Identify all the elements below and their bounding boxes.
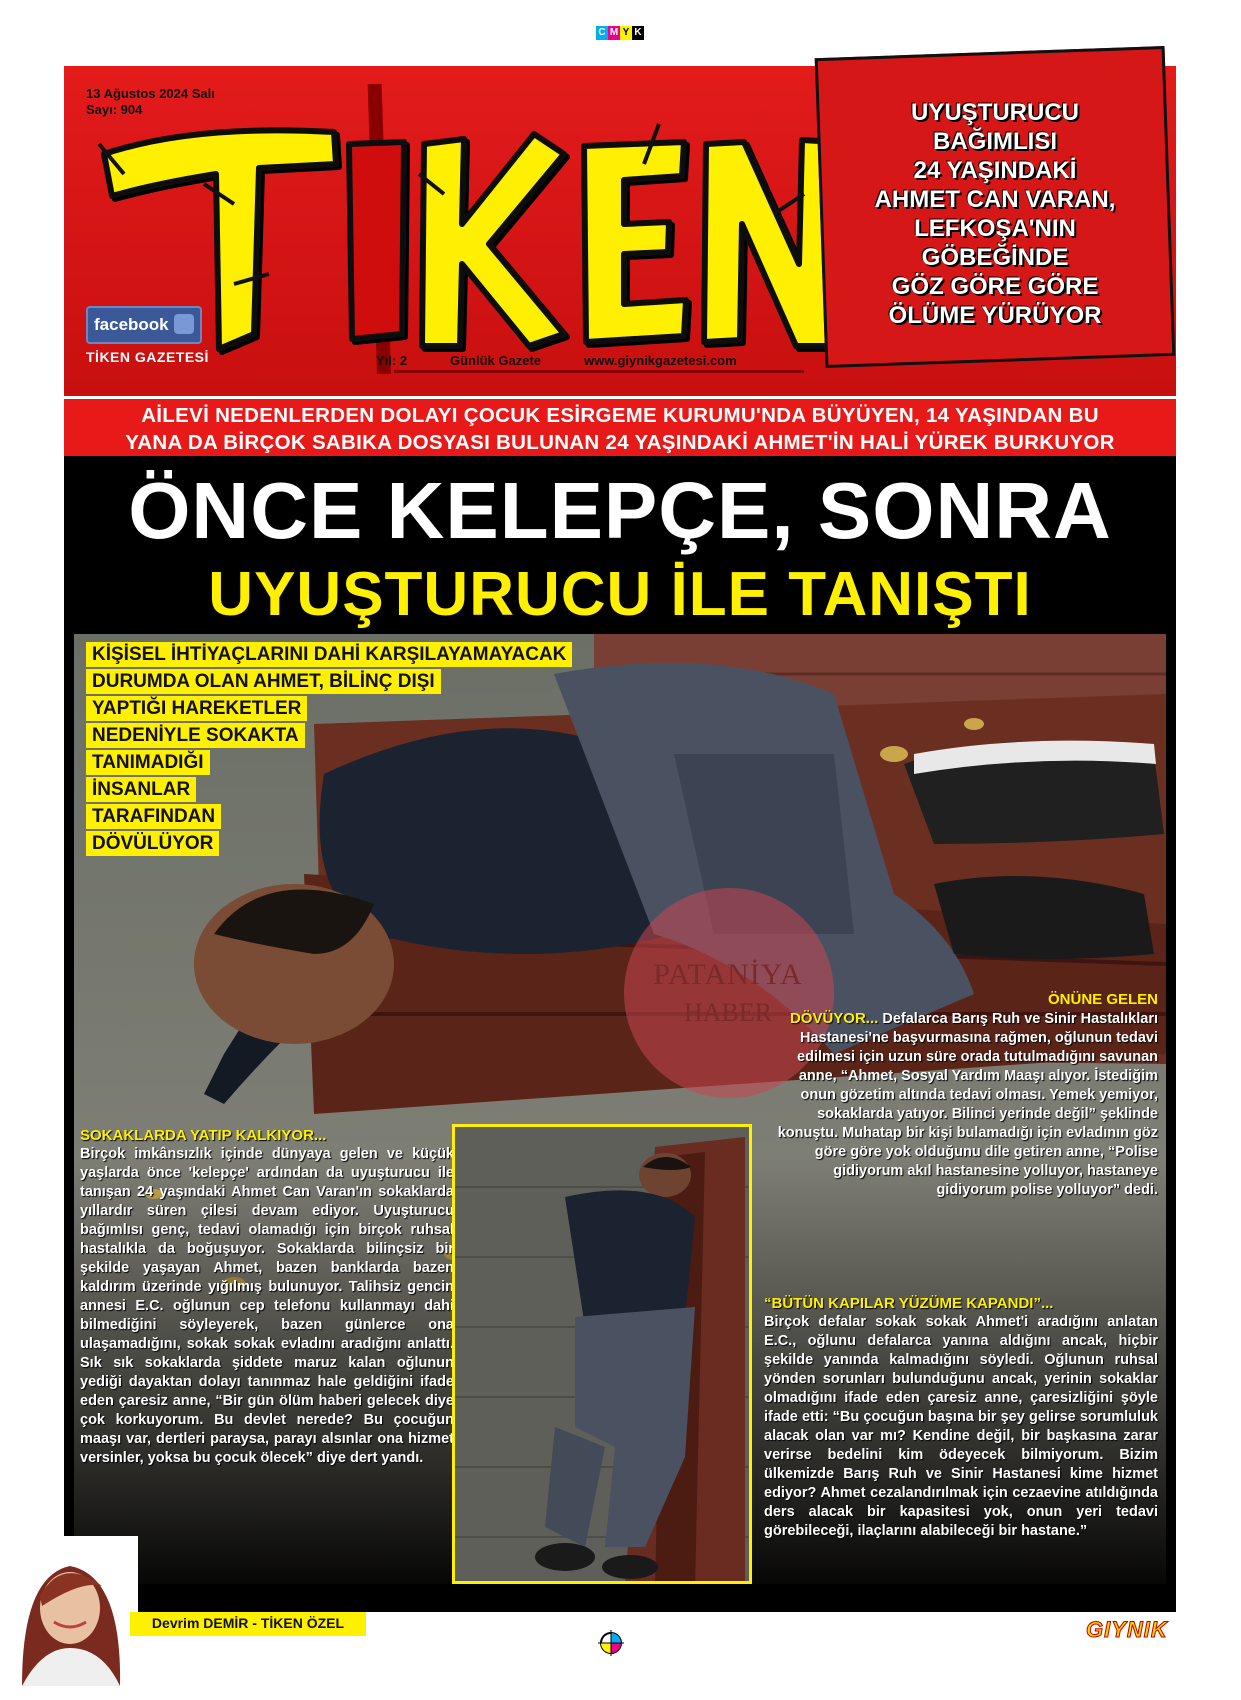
publication-year: Yıl: 2 <box>376 353 408 368</box>
cmyk-y: Y <box>620 26 632 40</box>
facebook-caption: TİKEN GAZETESİ <box>86 349 209 365</box>
promo-line: AHMET CAN VARAN, <box>874 186 1116 213</box>
inset-photo-image <box>455 1127 752 1584</box>
article-paragraph: Defalarca Barış Ruh ve Sinir Hastalıkları Hastanesi'ne başvurmasına rağmen, oğlunun tedavi edilmesi için uzun süre orada tutulmadığını savunan anne, “Ahmet, Sosyal Yardım Maaşı alıyor. İstediğim onun gözetim altında tedavi olması. Yemek yemiyor, sokaklarda yatıyor. Bilinci yerinde değil” şeklinde konuştu. Muhatap bir kişi bulamadığı için evladının göz göre göre yok olduğunu dile getiren anne, “Polise gidiyorum akıl hastanesine yolluyor, hastaneye gidiyorum polise yolluyor” dedi. <box>777 1011 1158 1198</box>
promo-line: 24 YAŞINDAKİ <box>913 157 1077 184</box>
main-story <box>64 456 1176 1612</box>
issue-date: 13 Ağustos 2024 Salı <box>86 86 215 101</box>
highlight-tag: KİŞİSEL İHTİYAÇLARINI DAHİ KARŞILAYAMAYACAK <box>86 642 572 667</box>
promo-line: LEFKOŞA'NIN <box>914 215 1076 242</box>
highlight-tags <box>86 642 572 858</box>
promo-line: GÖBEĞİNDE <box>921 244 1069 271</box>
cmyk-k: K <box>632 26 644 40</box>
article-column-right-top <box>764 990 1158 1200</box>
author-photo <box>2 1536 138 1686</box>
inset-photo <box>452 1124 752 1584</box>
promo-line: GÖZ GÖRE GÖRE <box>891 273 1099 300</box>
tiken-logo <box>84 84 874 374</box>
website-link[interactable]: www.giynikgazetesi.com <box>584 353 737 368</box>
cmyk-c: C <box>596 26 608 40</box>
section-heading: ÖNÜNE GELEN <box>1047 991 1158 1008</box>
article-column-left <box>80 1126 454 1468</box>
highlight-tag: DURUMDA OLAN AHMET, BİLİNÇ DIŞI <box>86 669 441 694</box>
sub-headline-line1: AİLEVİ NEDENLERDEN DOLAYI ÇOCUK ESİRGEME KURUMU'NDA BÜYÜYEN, 14 YAŞINDAN BU <box>141 404 1099 427</box>
article-paragraph: Birçok defalar sokak sokak Ahmet'i aradığını anlatan E.C., oğlunu defalarca yanına aldığını ancak, hiçbir şekilde yanında kalmadığını söyledi. Oğlunun ruhsal yönden sorunları bulunduğunu ancak, yerinin sokaklar olmadığını ifade eden çaresiz anne, çaresizliğini şöyle ifade etti: “Bu çocuğun başına bir şey gelirse sorumluluk alacak olan var mı? Kendine değil, bir başkasına zarar verirse bedelini kim ödeyecek bilmiyorum. Bizim ülkemizde Barış Ruh ve Sinir Hastanesi kime hizmet ediyor? Ahmet cezalandırılmak için cezaevine atıldığında ders alacak bir kapasitesi yok, onun yeri tedavi görebileceği, ilaçlarını alabileceği bir hastane.” <box>764 1314 1158 1539</box>
highlight-tag: DÖVÜLÜYOR <box>86 831 219 856</box>
headline-primary: ÖNCE KELEPÇE, SONRA <box>128 466 1112 555</box>
publication-type: Günlük Gazete <box>450 353 542 368</box>
byline: Devrim DEMİR - TİKEN ÖZEL <box>151 1615 345 1631</box>
byline-bar <box>130 1612 366 1636</box>
thumbs-up-icon <box>174 314 194 334</box>
masthead-rule <box>394 370 804 373</box>
headline-secondary: UYUŞTURUCU İLE TANIŞTI <box>208 560 1032 629</box>
sub-headline <box>64 399 1176 456</box>
section-heading: SOKAKLARDA YATIP KALKIYOR... <box>80 1127 327 1144</box>
watermark-line1: PATANİYA <box>653 958 803 991</box>
section-heading: “BÜTÜN KAPILAR YÜZÜME KAPANDI”... <box>764 1295 1054 1312</box>
cmyk-print-mark <box>596 26 644 40</box>
cmyk-m: M <box>609 27 619 38</box>
facebook-button[interactable] <box>86 306 202 344</box>
section-heading: DÖVÜYOR... <box>789 1010 879 1027</box>
highlight-tag: YAPTIĞI HAREKETLER <box>86 696 307 721</box>
sub-headline-banner <box>64 396 1176 456</box>
promo-line: ÖLÜME YÜRÜYOR <box>888 302 1102 329</box>
highlight-tag: İNSANLAR <box>86 777 196 802</box>
giynik-logo: GIYNIK <box>1086 1617 1168 1642</box>
highlight-tag: NEDENİYLE SOKAKTA <box>86 723 305 748</box>
promo-text <box>830 98 1160 330</box>
sub-headline-line2: YANA DA BİRÇOK SABIKA DOSYASI BULUNAN 24 YAŞINDAKİ AHMET'İN HALİ YÜREK BURKUYOR <box>125 431 1115 454</box>
article-paragraph: Birçok imkânsızlık içinde dünyaya gelen ve küçük yaşlarda önce 'kelepçe' ardından da uyuşturucu ile tanışan 24 yaşındaki Ahmet Can Varan'ın sokaklarda yıllardır süren çilesi devam ediyor. Uyuşturucu bağımlısı genç, tedavi olamadığı için birçok ruhsal hastalıkla da boğuşuyor. Sokaklarda bilinçsiz bir şekilde yaşayan Ahmet, bazen banklarda bazen kaldırım üzerinde yığılmış bulunuyor. Talihsiz gencin annesi E.C. oğlunun cep telefonu kullanmayı dahi bilmediğini söyleyerek, bazen günlerce ona ulaşamadığını, sokak sokak evladını aradığını anlattı. Sık sık sokaklarda şiddete maruz kalan oğlunun yediği dayaktan dolayı tanınmaz hale geldiğini ifade eden çaresiz anne, “Bir gün ölüm haberi gelecek diye çok korkuyorum. Bu devlet nerede? Bu çocuğun maaşı var, dertleri paraysa, parayı alsınlar ona hizmet versinler, yoksa bu çocuk ölecek” diye dert yandı. <box>80 1146 454 1466</box>
highlight-tag: TARAFINDAN <box>86 804 221 829</box>
promo-line: UYUŞTURUCU <box>911 99 1079 126</box>
facebook-label: facebook <box>94 315 169 334</box>
watermark-line2: HABER <box>683 998 773 1027</box>
promo-box <box>810 42 1180 372</box>
article-column-right-bottom <box>764 1294 1158 1541</box>
promo-line: BAĞIMLISI <box>933 128 1057 155</box>
registration-mark-icon <box>598 1630 624 1656</box>
highlight-tag: TANIMADIĞI <box>86 750 210 775</box>
issue-number: Sayı: 904 <box>86 102 143 117</box>
